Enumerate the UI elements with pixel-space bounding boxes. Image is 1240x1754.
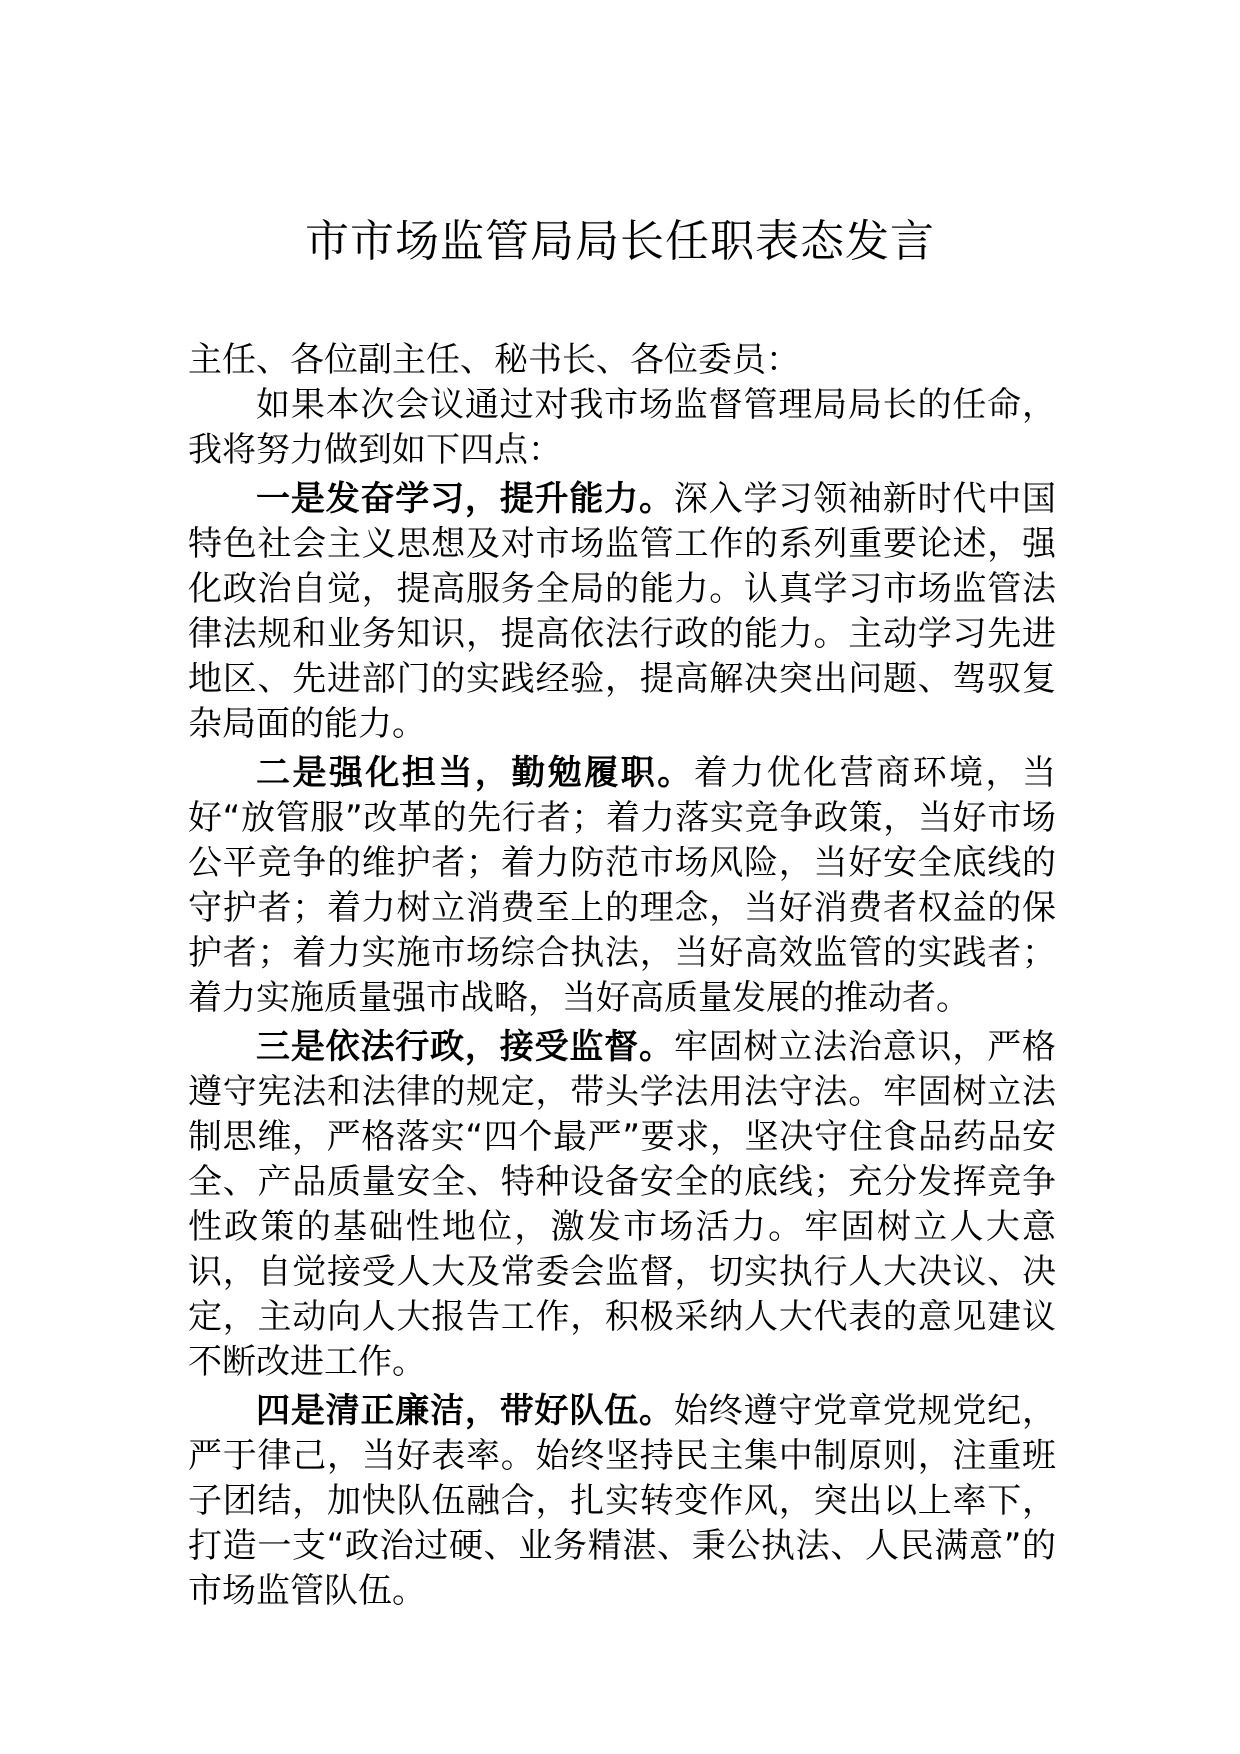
point-text-2: 着力优化营商环境，当好“放管服”改革的先行者；着力落实竞争政策，当好市场公平竞争的维护者；着力防范市场风险，当好安全底线的守护者；着力树立消费至上的理念，当好消费者权益的保护者；着力实施市场综合执法，当好高效监管的实践者；着力实施质量强市战略，当好高质量发展的推动者。: [188, 753, 1057, 1018]
point-text-1: 深入学习领袖新时代中国特色社会主义思想及对市场监管工作的系列重要论述，强化政治自觉，提高服务全局的能力。认真学习市场监管法律法规和业务知识，提高依法行政的能力。主动学习先进地区、先进部门的实践经验，提高解决突出问题、驾驭复杂局面的能力。: [188, 479, 1057, 744]
point-lead-3: 三是依法行政，接受监督。: [256, 1027, 674, 1067]
point-lead-2: 二是强化担当，勤勉履职。: [256, 753, 694, 793]
point-paragraph-4: [188, 1389, 1056, 1614]
point-paragraph-3: [188, 1025, 1056, 1385]
point-text-3: 牢固树立法治意识，严格遵守宪法和法律的规定，带头学法用法守法。牢固树立法制思维，严格落实“四个最严”要求，坚决守住食品药品安全、产品质量安全、特种设备安全的底线；充分发挥竞争性政策的基础性地位，激发市场活力。牢固树立人大意识，自觉接受人大及常委会监督，切实执行人大决议、决定，主动向人大报告工作，积极采纳人大代表的意见建议不断改进工作。: [188, 1027, 1057, 1382]
document-body: [188, 338, 1056, 1614]
point-paragraph-1: [188, 477, 1056, 747]
intro-paragraph: 如果本次会议通过对我市场监督管理局局长的任命，我将努力做到如下四点：: [188, 385, 1056, 470]
document-title: 市市场监管局局长任职表态发言: [305, 216, 935, 267]
point-paragraph-2: [188, 751, 1056, 1021]
point-lead-4: 四是清正廉洁，带好队伍。: [256, 1391, 674, 1431]
salutation: 主任、各位副主任、秘书长、各位委员：: [188, 340, 800, 380]
point-lead-1: 一是发奋学习，提升能力。: [256, 479, 674, 519]
point-text-4: 始终遵守党章党规党纪，严于律己，当好表率。始终坚持民主集中制原则，注重班子团结，加快队伍融合，扎实转变作风，突出以上率下，打造一支“政治过硬、业务精湛、秉公执法、人民满意”的市场监管队伍。: [188, 1391, 1057, 1611]
